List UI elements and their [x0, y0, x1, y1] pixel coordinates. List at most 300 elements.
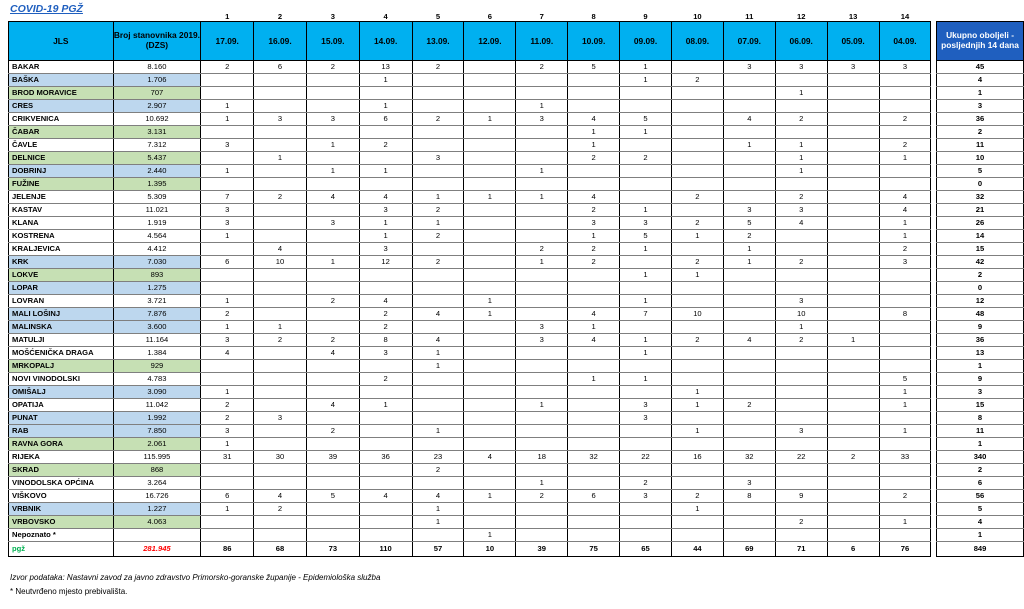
case-count-cell	[827, 308, 879, 321]
case-count-cell	[723, 295, 775, 308]
row-total-cell: 2	[937, 269, 1024, 282]
case-count-cell	[879, 74, 931, 87]
case-count-cell: 5	[723, 217, 775, 230]
case-count-cell: 1	[306, 139, 359, 152]
case-count-cell: 3	[620, 490, 672, 503]
case-count-cell	[775, 373, 827, 386]
case-count-cell: 2	[827, 451, 879, 464]
case-count-cell: 6	[568, 490, 620, 503]
case-count-cell	[723, 87, 775, 100]
case-count-cell	[516, 139, 568, 152]
row-total-cell: 10	[937, 152, 1024, 165]
case-count-cell: 3	[359, 243, 412, 256]
case-count-cell	[723, 347, 775, 360]
case-count-cell: 4	[775, 217, 827, 230]
case-count-cell	[201, 269, 254, 282]
case-count-cell: 10	[775, 308, 827, 321]
population-cell: 3.721	[113, 295, 201, 308]
case-count-cell	[775, 282, 827, 295]
case-count-cell: 3	[775, 61, 827, 74]
case-count-cell	[879, 503, 931, 516]
case-count-cell	[516, 126, 568, 139]
case-count-cell	[464, 425, 516, 438]
grand-total-cell: 849	[937, 542, 1024, 557]
case-count-cell: 2	[671, 334, 723, 347]
case-count-cell	[879, 464, 931, 477]
case-count-cell: 1	[201, 295, 254, 308]
case-count-cell	[412, 529, 464, 542]
case-count-cell: 2	[359, 373, 412, 386]
case-count-cell: 6	[359, 113, 412, 126]
day-number: 5	[435, 12, 441, 21]
case-count-cell: 4	[306, 347, 359, 360]
case-count-cell	[723, 425, 775, 438]
case-count-cell	[254, 360, 307, 373]
case-count-cell	[516, 516, 568, 529]
case-count-cell	[879, 178, 931, 191]
case-count-cell	[359, 178, 412, 191]
case-count-cell	[568, 87, 620, 100]
municipality-name: MATULJI	[9, 334, 114, 347]
case-count-cell	[254, 386, 307, 399]
case-count-cell: 4	[723, 113, 775, 126]
municipality-name: KRK	[9, 256, 114, 269]
case-count-cell: 3	[306, 113, 359, 126]
date-header: 08.09.	[671, 22, 723, 61]
case-count-cell	[620, 438, 672, 451]
case-count-cell	[620, 256, 672, 269]
case-count-cell	[827, 360, 879, 373]
case-count-cell: 10	[671, 308, 723, 321]
population-cell: 4.564	[113, 230, 201, 243]
case-count-cell: 2	[254, 191, 307, 204]
case-count-cell: 4	[464, 451, 516, 464]
row-total-cell: 48	[937, 308, 1024, 321]
case-count-cell: 1	[879, 217, 931, 230]
case-count-cell	[306, 152, 359, 165]
case-count-cell: 3	[412, 152, 464, 165]
case-count-cell	[723, 386, 775, 399]
table-row	[9, 477, 1024, 490]
case-count-cell: 23	[412, 451, 464, 464]
case-count-cell: 1	[568, 230, 620, 243]
case-count-cell: 2	[254, 503, 307, 516]
case-count-cell	[568, 412, 620, 425]
case-count-cell	[412, 87, 464, 100]
case-count-cell	[306, 386, 359, 399]
case-count-cell	[620, 178, 672, 191]
day-number: 12	[796, 12, 806, 21]
case-count-cell: 1	[775, 165, 827, 178]
case-count-cell	[879, 282, 931, 295]
case-count-cell	[254, 165, 307, 178]
case-count-cell	[359, 516, 412, 529]
municipality-name: ČAVLE	[9, 139, 114, 152]
daily-sum-cell: 110	[359, 542, 412, 557]
case-count-cell	[827, 373, 879, 386]
case-count-cell	[879, 477, 931, 490]
row-total-cell: 32	[937, 191, 1024, 204]
case-count-cell: 7	[620, 308, 672, 321]
case-count-cell: 1	[620, 269, 672, 282]
case-count-cell: 31	[201, 451, 254, 464]
case-count-cell: 1	[671, 230, 723, 243]
municipality-name: KLANA	[9, 217, 114, 230]
row-total-cell: 36	[937, 334, 1024, 347]
case-count-cell: 2	[359, 139, 412, 152]
case-count-cell: 1	[620, 334, 672, 347]
case-count-cell	[412, 438, 464, 451]
daily-sum-cell: 71	[775, 542, 827, 557]
case-count-cell	[201, 477, 254, 490]
case-count-cell: 3	[723, 204, 775, 217]
case-count-cell	[775, 464, 827, 477]
case-count-cell	[620, 360, 672, 373]
case-count-cell	[516, 503, 568, 516]
table-row	[9, 178, 1024, 191]
day-number: 10	[693, 12, 702, 21]
case-count-cell: 1	[775, 87, 827, 100]
case-count-cell	[412, 126, 464, 139]
case-count-cell: 39	[306, 451, 359, 464]
case-count-cell: 3	[254, 412, 307, 425]
case-count-cell: 3	[516, 321, 568, 334]
municipality-name: FUŽINE	[9, 178, 114, 191]
case-count-cell	[671, 165, 723, 178]
case-count-cell	[254, 230, 307, 243]
case-count-cell: 1	[464, 191, 516, 204]
row-total-cell: 1	[937, 438, 1024, 451]
case-count-cell	[620, 100, 672, 113]
case-count-cell: 1	[879, 425, 931, 438]
case-count-cell	[306, 282, 359, 295]
case-count-cell	[306, 477, 359, 490]
case-count-cell: 2	[671, 490, 723, 503]
case-count-cell	[827, 165, 879, 178]
case-count-cell	[879, 438, 931, 451]
case-count-cell: 8	[359, 334, 412, 347]
row-total-cell: 45	[937, 61, 1024, 74]
case-count-cell	[775, 230, 827, 243]
case-count-cell	[516, 87, 568, 100]
case-count-cell	[568, 295, 620, 308]
case-count-cell: 3	[201, 217, 254, 230]
case-count-cell	[412, 243, 464, 256]
case-count-cell	[568, 360, 620, 373]
case-count-cell: 1	[412, 217, 464, 230]
case-count-cell	[568, 347, 620, 360]
case-count-cell	[464, 347, 516, 360]
row-total-cell: 5	[937, 503, 1024, 516]
case-count-cell	[723, 464, 775, 477]
population-cell: 1.395	[113, 178, 201, 191]
case-count-cell	[671, 100, 723, 113]
case-count-cell: 2	[775, 191, 827, 204]
daily-sum-cell: 65	[620, 542, 672, 557]
case-count-cell	[671, 204, 723, 217]
case-count-cell: 2	[879, 243, 931, 256]
row-total-cell: 340	[937, 451, 1024, 464]
case-count-cell	[254, 425, 307, 438]
case-count-cell: 22	[620, 451, 672, 464]
case-count-cell: 1	[879, 399, 931, 412]
case-count-cell: 1	[359, 230, 412, 243]
daily-sum-cell: 69	[723, 542, 775, 557]
case-count-cell: 1	[723, 256, 775, 269]
case-count-cell: 1	[359, 74, 412, 87]
case-count-cell	[671, 61, 723, 74]
table-row	[9, 386, 1024, 399]
case-count-cell	[359, 269, 412, 282]
case-count-cell	[254, 217, 307, 230]
case-count-cell	[879, 412, 931, 425]
case-count-cell: 3	[359, 347, 412, 360]
case-count-cell	[723, 529, 775, 542]
date-header: 10.09.	[568, 22, 620, 61]
case-count-cell: 2	[306, 61, 359, 74]
date-header: 15.09.	[306, 22, 359, 61]
case-count-cell	[827, 282, 879, 295]
case-count-cell	[568, 74, 620, 87]
case-count-cell	[723, 178, 775, 191]
case-count-cell: 1	[568, 126, 620, 139]
case-count-cell	[359, 282, 412, 295]
table-row	[9, 295, 1024, 308]
day-number: 13	[848, 12, 858, 21]
case-count-cell	[827, 321, 879, 334]
population-cell: 1.992	[113, 412, 201, 425]
case-count-cell: 1	[827, 334, 879, 347]
total-header: Ukupno oboljeli - posljednjih 14 dana	[937, 22, 1024, 61]
case-count-cell	[306, 100, 359, 113]
case-count-cell	[254, 308, 307, 321]
case-count-cell: 1	[201, 321, 254, 334]
case-count-cell	[359, 87, 412, 100]
case-count-cell: 2	[201, 61, 254, 74]
population-cell: 7.876	[113, 308, 201, 321]
case-count-cell	[775, 126, 827, 139]
case-count-cell: 2	[671, 256, 723, 269]
case-count-cell	[827, 386, 879, 399]
case-count-cell: 1	[620, 204, 672, 217]
case-count-cell	[306, 178, 359, 191]
case-count-cell: 4	[879, 191, 931, 204]
case-count-cell	[201, 74, 254, 87]
case-count-cell	[671, 529, 723, 542]
case-count-cell: 1	[306, 165, 359, 178]
case-count-cell	[671, 347, 723, 360]
case-count-cell	[827, 438, 879, 451]
case-count-cell	[201, 360, 254, 373]
row-total-cell: 6	[937, 477, 1024, 490]
case-count-cell	[723, 516, 775, 529]
daily-sum-cell: 68	[254, 542, 307, 557]
day-number: 2	[277, 12, 283, 21]
case-count-cell: 1	[775, 139, 827, 152]
population-cell: 3.264	[113, 477, 201, 490]
table-body	[9, 61, 1024, 557]
case-count-cell	[306, 464, 359, 477]
case-count-cell	[464, 412, 516, 425]
table-row	[9, 503, 1024, 516]
municipality-name: KASTAV	[9, 204, 114, 217]
case-count-cell: 2	[201, 399, 254, 412]
case-count-cell: 3	[879, 256, 931, 269]
daily-sum-cell: 44	[671, 542, 723, 557]
case-count-cell	[775, 412, 827, 425]
case-count-cell	[620, 165, 672, 178]
case-count-cell: 2	[775, 256, 827, 269]
case-count-cell	[568, 464, 620, 477]
case-count-cell	[464, 477, 516, 490]
case-count-cell	[306, 438, 359, 451]
case-count-cell: 3	[201, 425, 254, 438]
case-count-cell	[827, 347, 879, 360]
row-total-cell: 13	[937, 347, 1024, 360]
population-sum: 281.945	[113, 542, 201, 557]
municipality-name: CRES	[9, 100, 114, 113]
case-count-cell	[201, 178, 254, 191]
municipality-name: Nepoznato *	[9, 529, 114, 542]
case-count-cell	[306, 126, 359, 139]
table-row	[9, 100, 1024, 113]
case-count-cell	[671, 464, 723, 477]
case-count-cell	[620, 282, 672, 295]
case-count-cell	[827, 425, 879, 438]
case-count-cell: 2	[620, 477, 672, 490]
case-count-cell: 2	[775, 113, 827, 126]
day-number: 11	[745, 12, 754, 21]
table-row	[9, 74, 1024, 87]
case-count-cell: 4	[568, 334, 620, 347]
case-count-cell	[254, 399, 307, 412]
case-count-cell	[412, 477, 464, 490]
case-count-cell	[620, 425, 672, 438]
row-total-cell: 56	[937, 490, 1024, 503]
case-count-cell: 7	[201, 191, 254, 204]
case-count-cell	[827, 516, 879, 529]
case-count-cell	[254, 269, 307, 282]
date-header: 04.09.	[879, 22, 931, 61]
case-count-cell	[827, 412, 879, 425]
population-cell: 4.783	[113, 373, 201, 386]
case-count-cell: 2	[568, 152, 620, 165]
case-count-cell	[671, 516, 723, 529]
case-count-cell: 1	[201, 503, 254, 516]
table-row	[9, 269, 1024, 282]
row-total-cell: 3	[937, 100, 1024, 113]
case-count-cell	[464, 100, 516, 113]
case-count-cell	[359, 386, 412, 399]
case-count-cell: 2	[879, 113, 931, 126]
case-count-cell	[827, 100, 879, 113]
case-count-cell	[879, 321, 931, 334]
population-cell: 2.061	[113, 438, 201, 451]
municipality-name: MALI LOŠINJ	[9, 308, 114, 321]
case-count-cell	[775, 360, 827, 373]
municipality-name: MOŠĆENIČKA DRAGA	[9, 347, 114, 360]
case-count-cell	[827, 529, 879, 542]
case-count-cell	[879, 529, 931, 542]
case-count-cell	[464, 178, 516, 191]
case-count-cell: 33	[879, 451, 931, 464]
population-cell: 4.063	[113, 516, 201, 529]
case-count-cell: 3	[516, 113, 568, 126]
case-count-cell: 1	[412, 516, 464, 529]
day-number: 4	[383, 12, 388, 21]
case-count-cell	[827, 464, 879, 477]
case-count-cell	[516, 204, 568, 217]
row-total-cell: 1	[937, 360, 1024, 373]
case-count-cell	[775, 503, 827, 516]
case-count-cell: 2	[359, 308, 412, 321]
case-count-cell	[412, 399, 464, 412]
case-count-cell	[254, 529, 307, 542]
population-cell: 1.384	[113, 347, 201, 360]
case-count-cell: 2	[516, 243, 568, 256]
case-count-cell	[412, 295, 464, 308]
date-header: 14.09.	[359, 22, 412, 61]
population-cell: 1.275	[113, 282, 201, 295]
municipality-name: RIJEKA	[9, 451, 114, 464]
case-count-cell: 2	[306, 334, 359, 347]
case-count-cell	[201, 152, 254, 165]
case-count-cell	[671, 126, 723, 139]
case-count-cell: 1	[254, 321, 307, 334]
case-count-cell	[412, 373, 464, 386]
case-count-cell: 16	[671, 451, 723, 464]
case-count-cell: 4	[568, 308, 620, 321]
case-count-cell	[568, 425, 620, 438]
municipality-name: MALINSKA	[9, 321, 114, 334]
case-count-cell: 2	[306, 425, 359, 438]
case-count-cell	[306, 503, 359, 516]
case-count-cell	[464, 61, 516, 74]
case-count-cell	[201, 464, 254, 477]
population-cell: 7.850	[113, 425, 201, 438]
case-count-cell: 3	[620, 412, 672, 425]
row-total-cell: 36	[937, 113, 1024, 126]
population-cell: 868	[113, 464, 201, 477]
case-count-cell	[879, 165, 931, 178]
case-count-cell	[671, 139, 723, 152]
case-count-cell	[306, 87, 359, 100]
case-count-cell: 1	[516, 256, 568, 269]
case-count-cell: 2	[412, 204, 464, 217]
case-count-cell	[516, 269, 568, 282]
case-count-cell	[412, 412, 464, 425]
case-count-cell	[306, 204, 359, 217]
case-count-cell: 2	[412, 61, 464, 74]
municipality-name: VRBNIK	[9, 503, 114, 516]
case-count-cell	[568, 100, 620, 113]
case-count-cell	[254, 477, 307, 490]
case-count-cell: 1	[412, 360, 464, 373]
case-count-cell	[254, 178, 307, 191]
case-count-cell	[254, 126, 307, 139]
row-total-cell: 5	[937, 165, 1024, 178]
case-count-cell	[827, 178, 879, 191]
row-total-cell: 0	[937, 282, 1024, 295]
case-count-cell: 2	[775, 334, 827, 347]
case-count-cell: 1	[359, 217, 412, 230]
population-cell: 1.227	[113, 503, 201, 516]
case-count-cell: 4	[306, 399, 359, 412]
case-count-cell: 12	[359, 256, 412, 269]
case-count-cell	[671, 243, 723, 256]
row-total-cell: 0	[937, 178, 1024, 191]
page-title: COVID-19 PGŽ	[10, 3, 83, 15]
